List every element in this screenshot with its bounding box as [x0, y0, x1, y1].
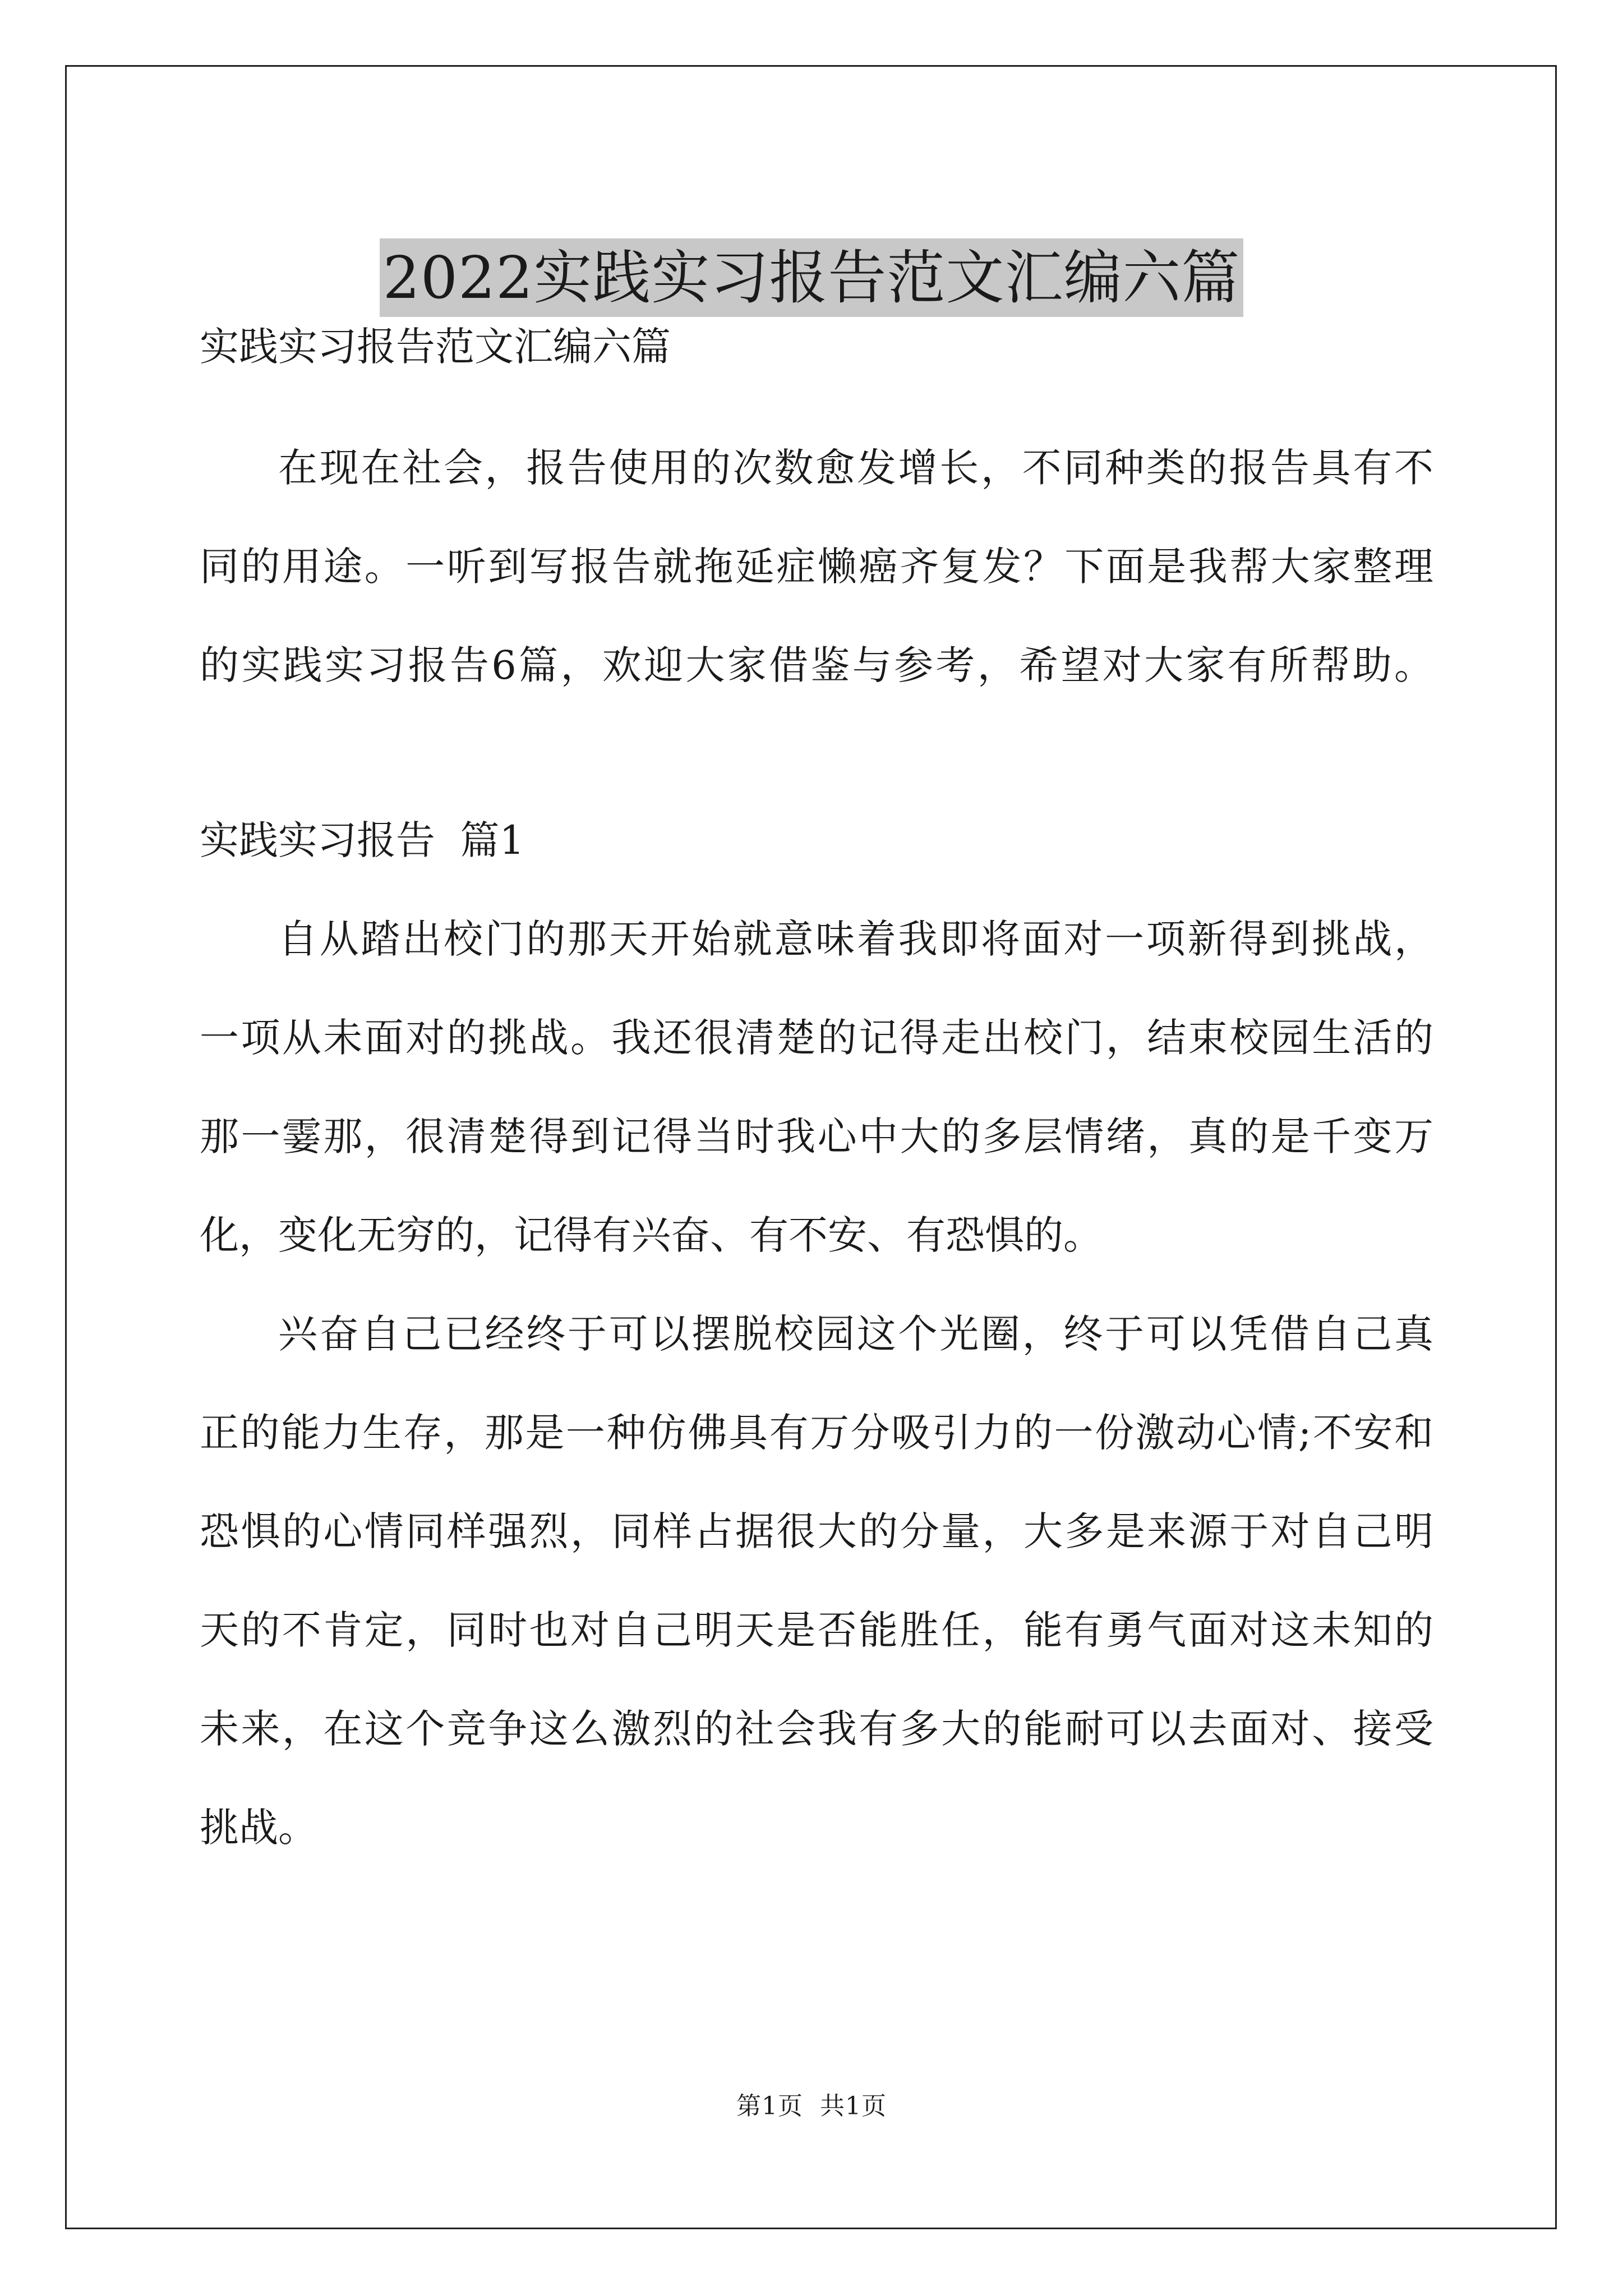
section-heading: 实践实习报告 篇1 — [200, 817, 525, 863]
paragraph-line: 化，变化无穷的，记得有兴奋、有不安、有恐惧的。 — [200, 1212, 1103, 1258]
document-subtitle: 实践实习报告范文汇编六篇 — [200, 324, 671, 370]
intro-line: 在现在社会，报告使用的次数愈发增长，不同种类的报告具有不 — [278, 445, 1433, 491]
paragraph-line: 自从踏出校门的那天开始就意味着我即将面对一项新得到挑战， — [278, 916, 1433, 962]
intro-paragraph — [200, 418, 1433, 715]
section-gap — [200, 715, 1433, 791]
body-paragraph-2 — [200, 1285, 1433, 1877]
body-paragraph-1 — [200, 890, 1433, 1285]
paragraph-line: 未来，在这个竞争这么激烈的社会我有多大的能耐可以去面对、接受 — [200, 1706, 1433, 1752]
paragraph-line: 正的能力生存，那是一种仿佛具有万分吸引力的一份激动心情;不安和 — [200, 1410, 1433, 1456]
page-footer — [0, 2090, 1623, 2123]
paragraph-line: 兴奋自己已经终于可以摆脱校园这个光圈，终于可以凭借自己真 — [278, 1311, 1433, 1357]
page-number: 第1页 共1页 — [736, 2092, 887, 2120]
paragraph-line: 挑战。 — [200, 1805, 317, 1851]
document-body — [200, 297, 1433, 1877]
document-title: 2022实践实习报告范文汇编六篇 — [380, 238, 1244, 317]
intro-line: 的实践实习报告6篇，欢迎大家借鉴与参考，希望对大家有所帮助。 — [200, 642, 1433, 688]
paragraph-line: 恐惧的心情同样强烈，同样占据很大的分量，大多是来源于对自己明 — [200, 1508, 1433, 1554]
intro-line: 同的用途。一听到写报告就拖延症懒癌齐复发？下面是我帮大家整理 — [200, 544, 1433, 590]
paragraph-line: 一项从未面对的挑战。我还很清楚的记得走出校门，结束校园生活的 — [200, 1015, 1433, 1061]
paragraph-line: 天的不肯定，同时也对自己明天是否能胜任，能有勇气面对这未知的 — [200, 1607, 1433, 1653]
paragraph-line: 那一霎那，很清楚得到记得当时我心中大的多层情绪，真的是千变万 — [200, 1114, 1433, 1159]
